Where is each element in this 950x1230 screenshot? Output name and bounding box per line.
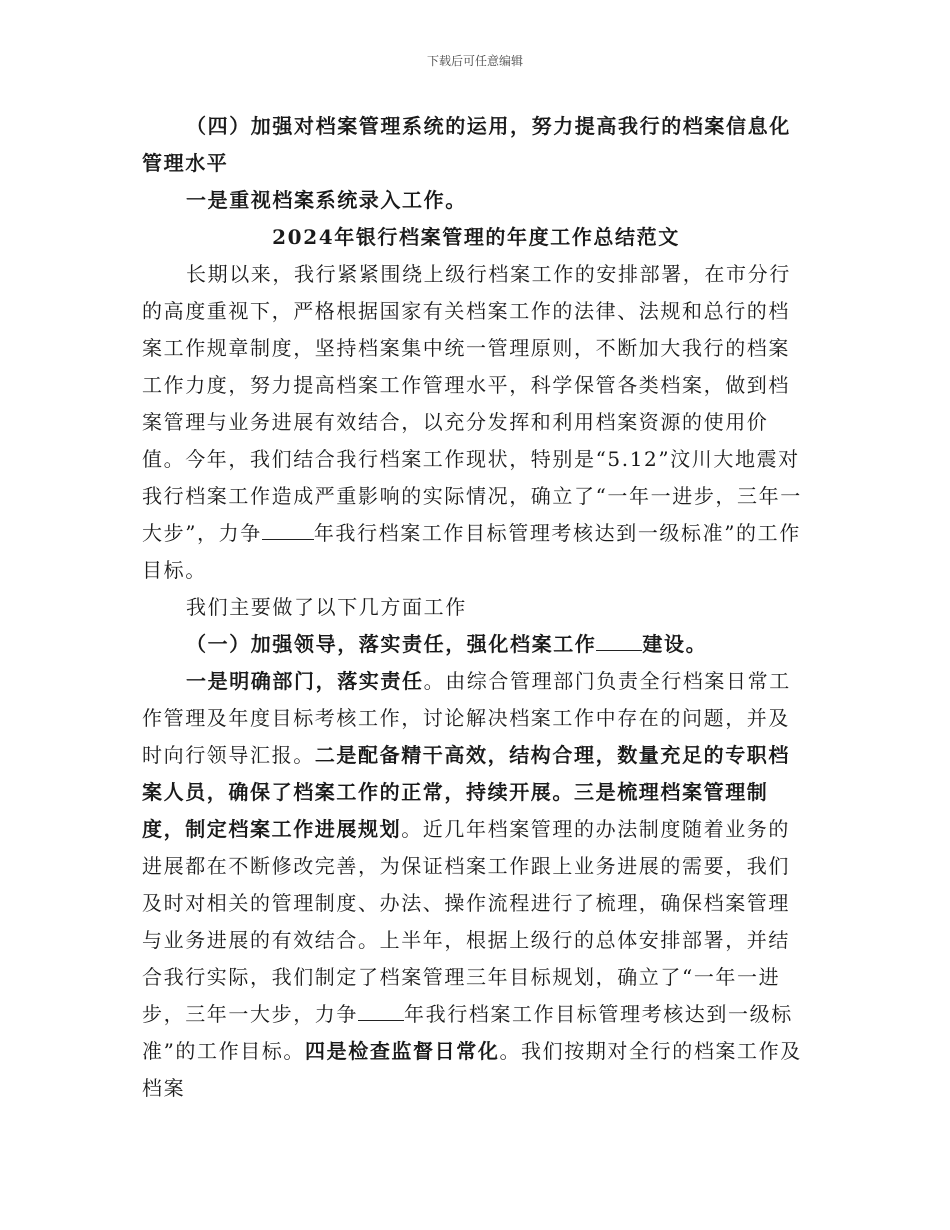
blank-underline — [262, 519, 314, 540]
lead-paragraph: 我们主要做了以下几方面工作 — [186, 595, 467, 619]
intro-text-a: 长期以来，我行紧紧围绕上级行档案工作的安排部署，在市分行的高度重视下，严格根据国家有关档案工作的法律、法规和总行的档案工作规章制度，坚持档案集中统一管理原则，不断加大我行的档案工作力度，努力提高档案工作管理水平，科学保管各类档案，做到档案管理与业务进展有效结合，以充分发挥和利用档案资源的使用价值。今年，我们结合我行档案工作现状，特别是“5.12”汶川大地震对我行档案工作造成严重影响的实际情况，确立了“一年一进步，三年一大步”，力争 — [142, 262, 802, 545]
point-three-text-end: 年我行档案工作目标管理考核达到一级标准”的工作目标。 — [142, 1002, 793, 1063]
section-one-heading-text-a: （一）加强领导，落实责任，强化档案工作 — [186, 632, 597, 656]
document-title: 2024年银行档案管理的年度工作总结范文 — [272, 225, 680, 249]
point-four-bold: 四是检查监督日常化 — [305, 1039, 500, 1063]
page-header-note: 下载后可任意编辑 — [426, 54, 523, 68]
section-four-heading: （四）加强对档案管理系统的运用，努力提高我行的档案信息化管理水平 — [142, 114, 791, 175]
document-body — [142, 108, 810, 1107]
blank-underline — [358, 1000, 404, 1021]
section-one-heading-text-b: 建设。 — [642, 632, 708, 656]
point-three-text: 。近几年档案管理的办法制度随着业务的进展都在不断修改完善，为保证档案工作跟上业务进展的需要，我们及时对相关的管理制度、办法、操作流程进行了梳理，确保档案管理与业务进展的有效结合。上半年，根据上级行的总体安排部署，并结合我行实际，我们制定了档案管理三年目标规划，确立了“一年一进步，三年一大步，力争 — [142, 817, 791, 1026]
intro-paragraph — [142, 256, 810, 589]
point-four-text: 。我们按期对全行的档案工作及档案 — [142, 1039, 802, 1100]
blank-underline — [596, 630, 642, 651]
section-four-item-one: 一是重视档案系统录入工作。 — [186, 188, 467, 212]
section-one-heading — [142, 626, 810, 663]
section-one-body — [142, 663, 810, 1107]
points-two-three-bold: 二是配备精干高效，结构合理，数量充足的专职档案人员，确保了档案工作的正常，持续开展。三是梳理档案管理制度，制定档案工作进展规划 — [142, 743, 791, 841]
intro-text-b: 年我行档案工作目标管理考核达到一级标准”的工作目标。 — [142, 521, 801, 582]
point-one-bold: 一是明确部门，落实责任 — [186, 669, 424, 693]
point-one-text: 。由综合管理部门负责全行档案日常工作管理及年度目标考核工作，讨论解决档案工作中存在的问题，并及时向行领导汇报。 — [142, 669, 791, 767]
